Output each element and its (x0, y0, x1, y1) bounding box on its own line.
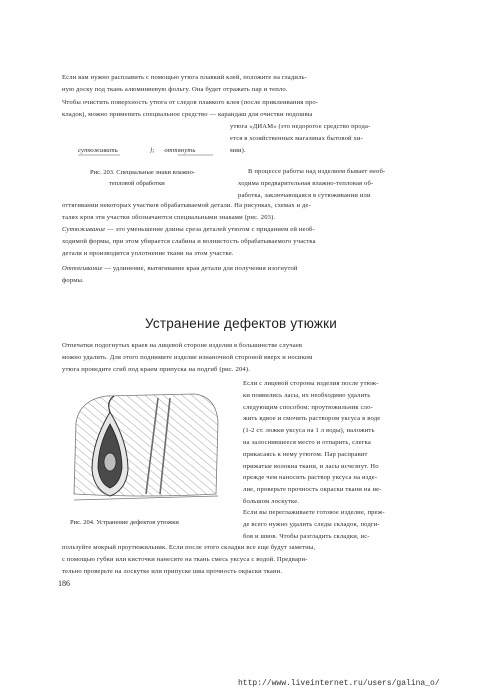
fig204-illustration (66, 392, 226, 512)
fig204-caption: Рис. 204. Устранение дефектов утюжки (70, 519, 179, 526)
text-line (62, 263, 434, 275)
text-line: мии). (230, 146, 246, 154)
text-line: В процессе работы над изделием бывает необ- (248, 168, 386, 175)
section-title: Устранение дефектов утюжки (145, 316, 337, 331)
text-line: бов и швов. Чтобы разгладить складки, ис- (243, 532, 370, 540)
definition: — удлинение, вытягивание края детали для получения изогнутой (102, 265, 298, 272)
paragraph-shrinking-def (62, 224, 434, 259)
fig203-caption (90, 167, 195, 189)
label-sep: }; (149, 147, 155, 154)
text-line: талях кроя эти участки обозначаются специальными знаками (рис. 203). (62, 213, 276, 221)
paragraph-processing-right (238, 166, 434, 201)
text-line: кладок), можно применить специальное средство — карандаш для очистки подошвы (62, 110, 313, 118)
paragraph-processing (62, 200, 434, 224)
paragraph-iron-cleaning (62, 97, 434, 121)
text-line: можно удалить. Для этого поднимите изделие изнаночной стороной вверх и носиком (62, 353, 313, 361)
caption-line: тепловой обработки (109, 180, 165, 187)
text-line: ходимой формы, при этом убирается слабина и волнистость обрабатываемого участка (62, 237, 316, 245)
term: Сутюживание (62, 226, 106, 233)
text-line: утюга проведите сгиб под краем припуска на подгиб (рис. 204). (62, 365, 250, 373)
text-line: пользуйте мокрый проутюжильник. Если после этого складки все еще будут заметны, (62, 544, 316, 551)
text-line: де всего нужно удалить следы складок, подги- (243, 520, 380, 528)
section-right-column (243, 378, 434, 508)
text-line: Чтобы очистить поверхность утюга от следов плавкого клея (после приклеивания про- (62, 99, 319, 106)
text-line (62, 224, 434, 236)
text-line: ется в хозяйственных магазинах бытовой хи- (230, 134, 363, 142)
label-stretch: оттянуть (164, 147, 196, 154)
section-intro (62, 340, 434, 375)
text-line: с помощью губки или кисточки нанесите на ткань смесь уксуса с водой. Предвари- (62, 555, 308, 563)
text-line: Если вы переглаживаете готовое изделие, преж- (243, 509, 385, 516)
paragraph-iron-cleaning-right (230, 121, 434, 156)
text-line: ки появились ласы, их необходимо удалить (243, 391, 371, 399)
fig203-markers (78, 145, 228, 157)
text-line: утюга «ДИАМ» (это недорогое средство прода- (230, 123, 371, 130)
paragraph-glue-tip (62, 72, 434, 96)
label-shrink: сутюживать (78, 147, 118, 154)
text-line: Отпечатки подогнутых краев на лицевой стороне изделия в большинстве случаев (62, 342, 303, 349)
text-line: Если вам нужно расплавить с помощью утюга плавкий клей, положите на гладиль- (62, 74, 308, 81)
text-line: большом лоскутке. (243, 497, 300, 505)
text-line: прижатые волокна ткани, и ласы исчезнут. Но (243, 462, 379, 470)
term: Оттягивание (62, 265, 103, 272)
text-line: ную доску под ткань алюминиевую фольгу. Она будет отражать пар и тепло. (62, 85, 288, 93)
text-line: прежде чем наносить раствор уксуса на изде- (243, 474, 378, 482)
text-line: работка, заключающаяся в сутюживании или (238, 191, 371, 199)
iron-dial (104, 453, 116, 471)
text-line: ходима предварительная влажно-тепловая об- (238, 179, 374, 187)
text-line: Если с лицевой стороны изделия после утюж- (243, 380, 379, 387)
text-line: следующим способом: проутюжильник сло- (243, 403, 373, 411)
text-line: лие, проверьте прочность окраски ткани на не- (243, 486, 382, 494)
text-line: (1-2 ст. ложки уксуса на 1 л воды), наложить (243, 427, 375, 435)
definition: — это уменьшение длины среза деталей утюгом с приданием ей необ- (105, 226, 315, 233)
paragraph-stretching-def (62, 263, 434, 287)
text-line: тельно проверьте на лоскутке или припуске шва прочность окраски ткани. (62, 567, 283, 575)
section-right-column-2 (243, 507, 434, 542)
source-url: http://www.liveinternet.ru/users/galina_o/ (238, 679, 440, 688)
text-line: оттягивании некоторых участков обрабатываемой детали. На рисунках, схемах и де- (62, 202, 311, 209)
text-line: прикасаясь к нему утюгом. Пар расправит (243, 450, 368, 458)
text-line: на залоснившееся место и отпарить, слегка (243, 438, 371, 446)
section-closing (62, 542, 434, 577)
caption-line: Рис. 203. Специальные знаки влажно- (90, 169, 196, 176)
hem-line (74, 496, 218, 500)
text-line: детали и производится уплотнение ткани на этом участке. (62, 249, 234, 257)
text-line: формы. (62, 276, 84, 284)
page-number: 186 (58, 579, 70, 588)
text-line: жить вдвое и смочить раствором уксуса в воде (243, 415, 381, 423)
